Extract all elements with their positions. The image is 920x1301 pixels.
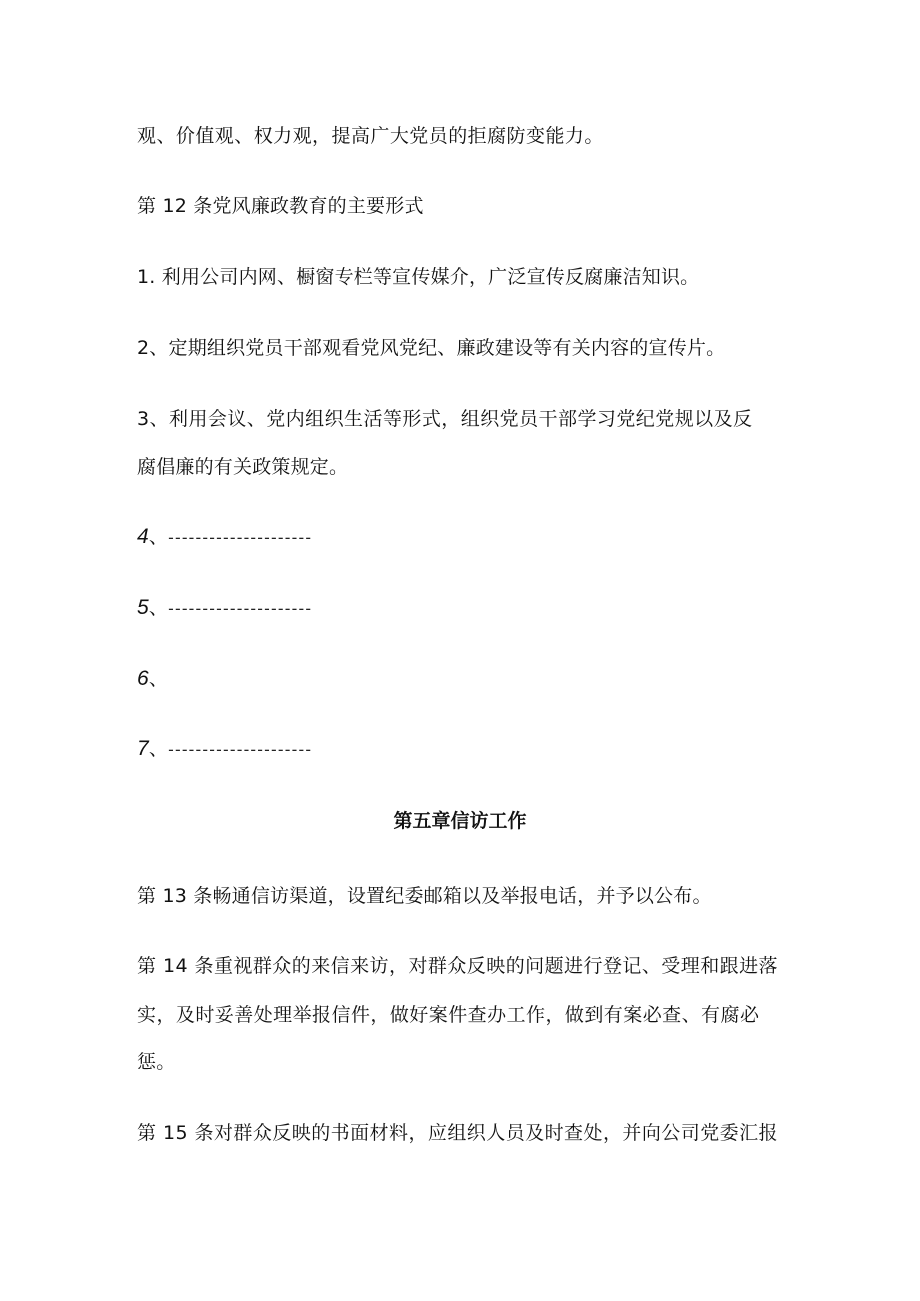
list-item-2: 2、定期组织党员干部观看党风党纪、廉政建设等有关内容的宣传片。: [137, 337, 726, 359]
chapter-heading: [0, 809, 920, 833]
item-separator: 、: [148, 597, 169, 619]
list-item-1: 1. 利用公司内网、橱窗专栏等宣传媒介，广泛宣传反腐廉洁知识。: [137, 266, 700, 288]
list-item-6: [137, 667, 168, 692]
section-title: 第 12 条党风廉政教育的主要形式: [137, 195, 424, 217]
article-14-line3: 惩。: [137, 1051, 176, 1073]
article-13: 第 13 条畅通信访渠道，设置纪委邮箱以及举报电话，并予以公布。: [137, 885, 712, 907]
item-number: 5: [137, 596, 149, 619]
list-item-5: [137, 596, 312, 621]
article-14-line1: 第 14 条重视群众的来信来访，对群众反映的问题进行登记、受理和跟进落: [137, 955, 779, 977]
item-separator: 、: [148, 526, 169, 548]
article-15: 第 15 条对群众反映的书面材料，应组织人员及时查处，并向公司党委汇报: [137, 1122, 779, 1144]
item-separator: 、: [148, 738, 169, 760]
list-item-3-line2: 腐倡廉的有关政策规定。: [137, 456, 349, 478]
list-item-7: [137, 737, 312, 762]
item-separator: 、: [148, 668, 169, 690]
article-14-line2: 实，及时妥善处理举报信件，做好案件查办工作，做到有案必查、有腐必: [137, 1004, 760, 1026]
item-number: 4: [137, 525, 149, 548]
item-number: 7: [137, 737, 149, 760]
list-item-3-line1: 3、利用会议、党内组织生活等形式，组织党员干部学习党纪党规以及反: [137, 408, 753, 430]
item-number: 6: [137, 667, 149, 690]
chapter-heading-text: 第五章信访工作: [393, 810, 527, 832]
paragraph-line: 观、价值观、权力观，提高广大党员的拒腐防变能力。: [137, 125, 604, 147]
item-blank-dashes: ---------------------: [168, 528, 313, 547]
item-blank-dashes: ---------------------: [168, 599, 313, 618]
list-item-4: [137, 525, 312, 550]
item-blank-dashes: ---------------------: [168, 740, 313, 759]
